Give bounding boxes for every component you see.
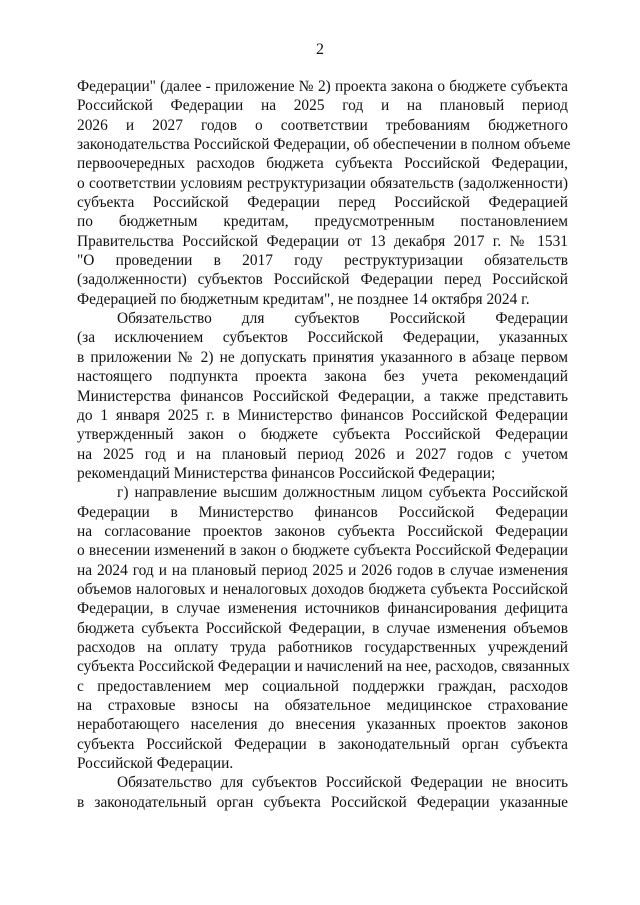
- text-line: в законодательный орган субъекта Российской Федерации указанные: [77, 793, 568, 811]
- text-line: (задолженности) субъектов Российской Федерации перед Российской: [77, 271, 568, 289]
- text-line: Федерации в Министерство финансов Российской Федерации: [77, 503, 568, 521]
- text-line: о соответствии условиям реструктуризации обязательств (задолженности): [77, 174, 568, 192]
- text-line: субъекта Российской Федерации перед Российской Федерацией: [77, 194, 568, 212]
- text-line: Российской Федерации.: [77, 755, 234, 773]
- text-line: "О проведении в 2017 году реструктуризации обязательств: [77, 252, 568, 270]
- text-line: по бюджетным кредитам, предусмотренным постановлением: [77, 213, 568, 231]
- text-line: Обязательство для субъектов Российской Федерации: [117, 310, 568, 328]
- text-line: настоящего подпункта проекта закона без учета рекомендаций: [77, 368, 568, 386]
- text-line: неработающего населения до внесения указанных проектов законов: [77, 716, 568, 734]
- text-line: Федерацией по бюджетным кредитам", не позднее 14 октября 2024 г.: [77, 290, 530, 308]
- text-line: Правительства Российской Федерации от 13 декабря 2017 г. № 1531: [77, 232, 568, 250]
- text-line: Обязательство для субъектов Российской Федерации не вносить: [117, 774, 568, 792]
- text-line: субъекта Российской Федерации и начислений на нее, расходов, связанных: [77, 658, 570, 676]
- text-line: 2026 и 2027 годов о соответствии требованиям бюджетного: [77, 116, 568, 134]
- text-line: на страховые взносы на обязательное медицинское страхование: [77, 697, 568, 714]
- text-line: на 2025 год и на плановый период 2026 и 2027 годов с учетом: [77, 445, 568, 463]
- text-line: утвержденный закон о бюджете субъекта Российской Федерации: [77, 426, 568, 444]
- text-line: на согласование проектов законов субъекта Российской Федерации: [77, 522, 568, 540]
- text-line: в приложении № 2) не допускать принятия указанного в абзаце первом: [77, 348, 568, 366]
- text-line: на 2024 год и на плановый период 2025 и 2026 годов в случае изменения: [77, 561, 568, 579]
- text-line: Федерации, в случае изменения источников финансирования дефицита: [77, 600, 568, 618]
- text-line: законодательства Российской Федерации, об обеспечении в полном объеме: [77, 136, 571, 154]
- text-line: первоочередных расходов бюджета субъекта Российской Федерации,: [77, 155, 568, 173]
- text-line: Российской Федерации на 2025 год и на плановый период: [77, 97, 568, 115]
- text-line: до 1 января 2025 г. в Министерство финансов Российской Федерации: [77, 406, 568, 424]
- text-line: субъекта Российской Федерации в законодательный орган субъекта: [77, 735, 568, 753]
- text-line: расходов на оплату труда работников государственных учреждений: [77, 638, 568, 656]
- text-line: с предоставлением мер социальной поддержки граждан, расходов: [77, 677, 568, 695]
- text-line: объемов налоговых и неналоговых доходов бюджета субъекта Российской: [77, 580, 568, 598]
- text-line: г) направление высшим должностным лицом субъекта Российской: [117, 484, 568, 502]
- text-line: рекомендаций Министерства финансов Российской Федерации;: [77, 464, 496, 482]
- text-line: бюджета субъекта Российской Федерации, в случае изменения объемов: [77, 619, 568, 637]
- document-body: [77, 77, 571, 812]
- text-line: Федерации" (далее - приложение № 2) проекта закона о бюджете субъекта: [77, 78, 568, 95]
- text-line: о внесении изменений в закон о бюджете субъекта Российской Федерации: [77, 542, 568, 560]
- text-line: Министерства финансов Российской Федерации, а также представить: [77, 387, 568, 405]
- text-line: (за исключением субъектов Российской Федерации, указанных: [77, 329, 568, 347]
- page-number: 2: [316, 41, 324, 58]
